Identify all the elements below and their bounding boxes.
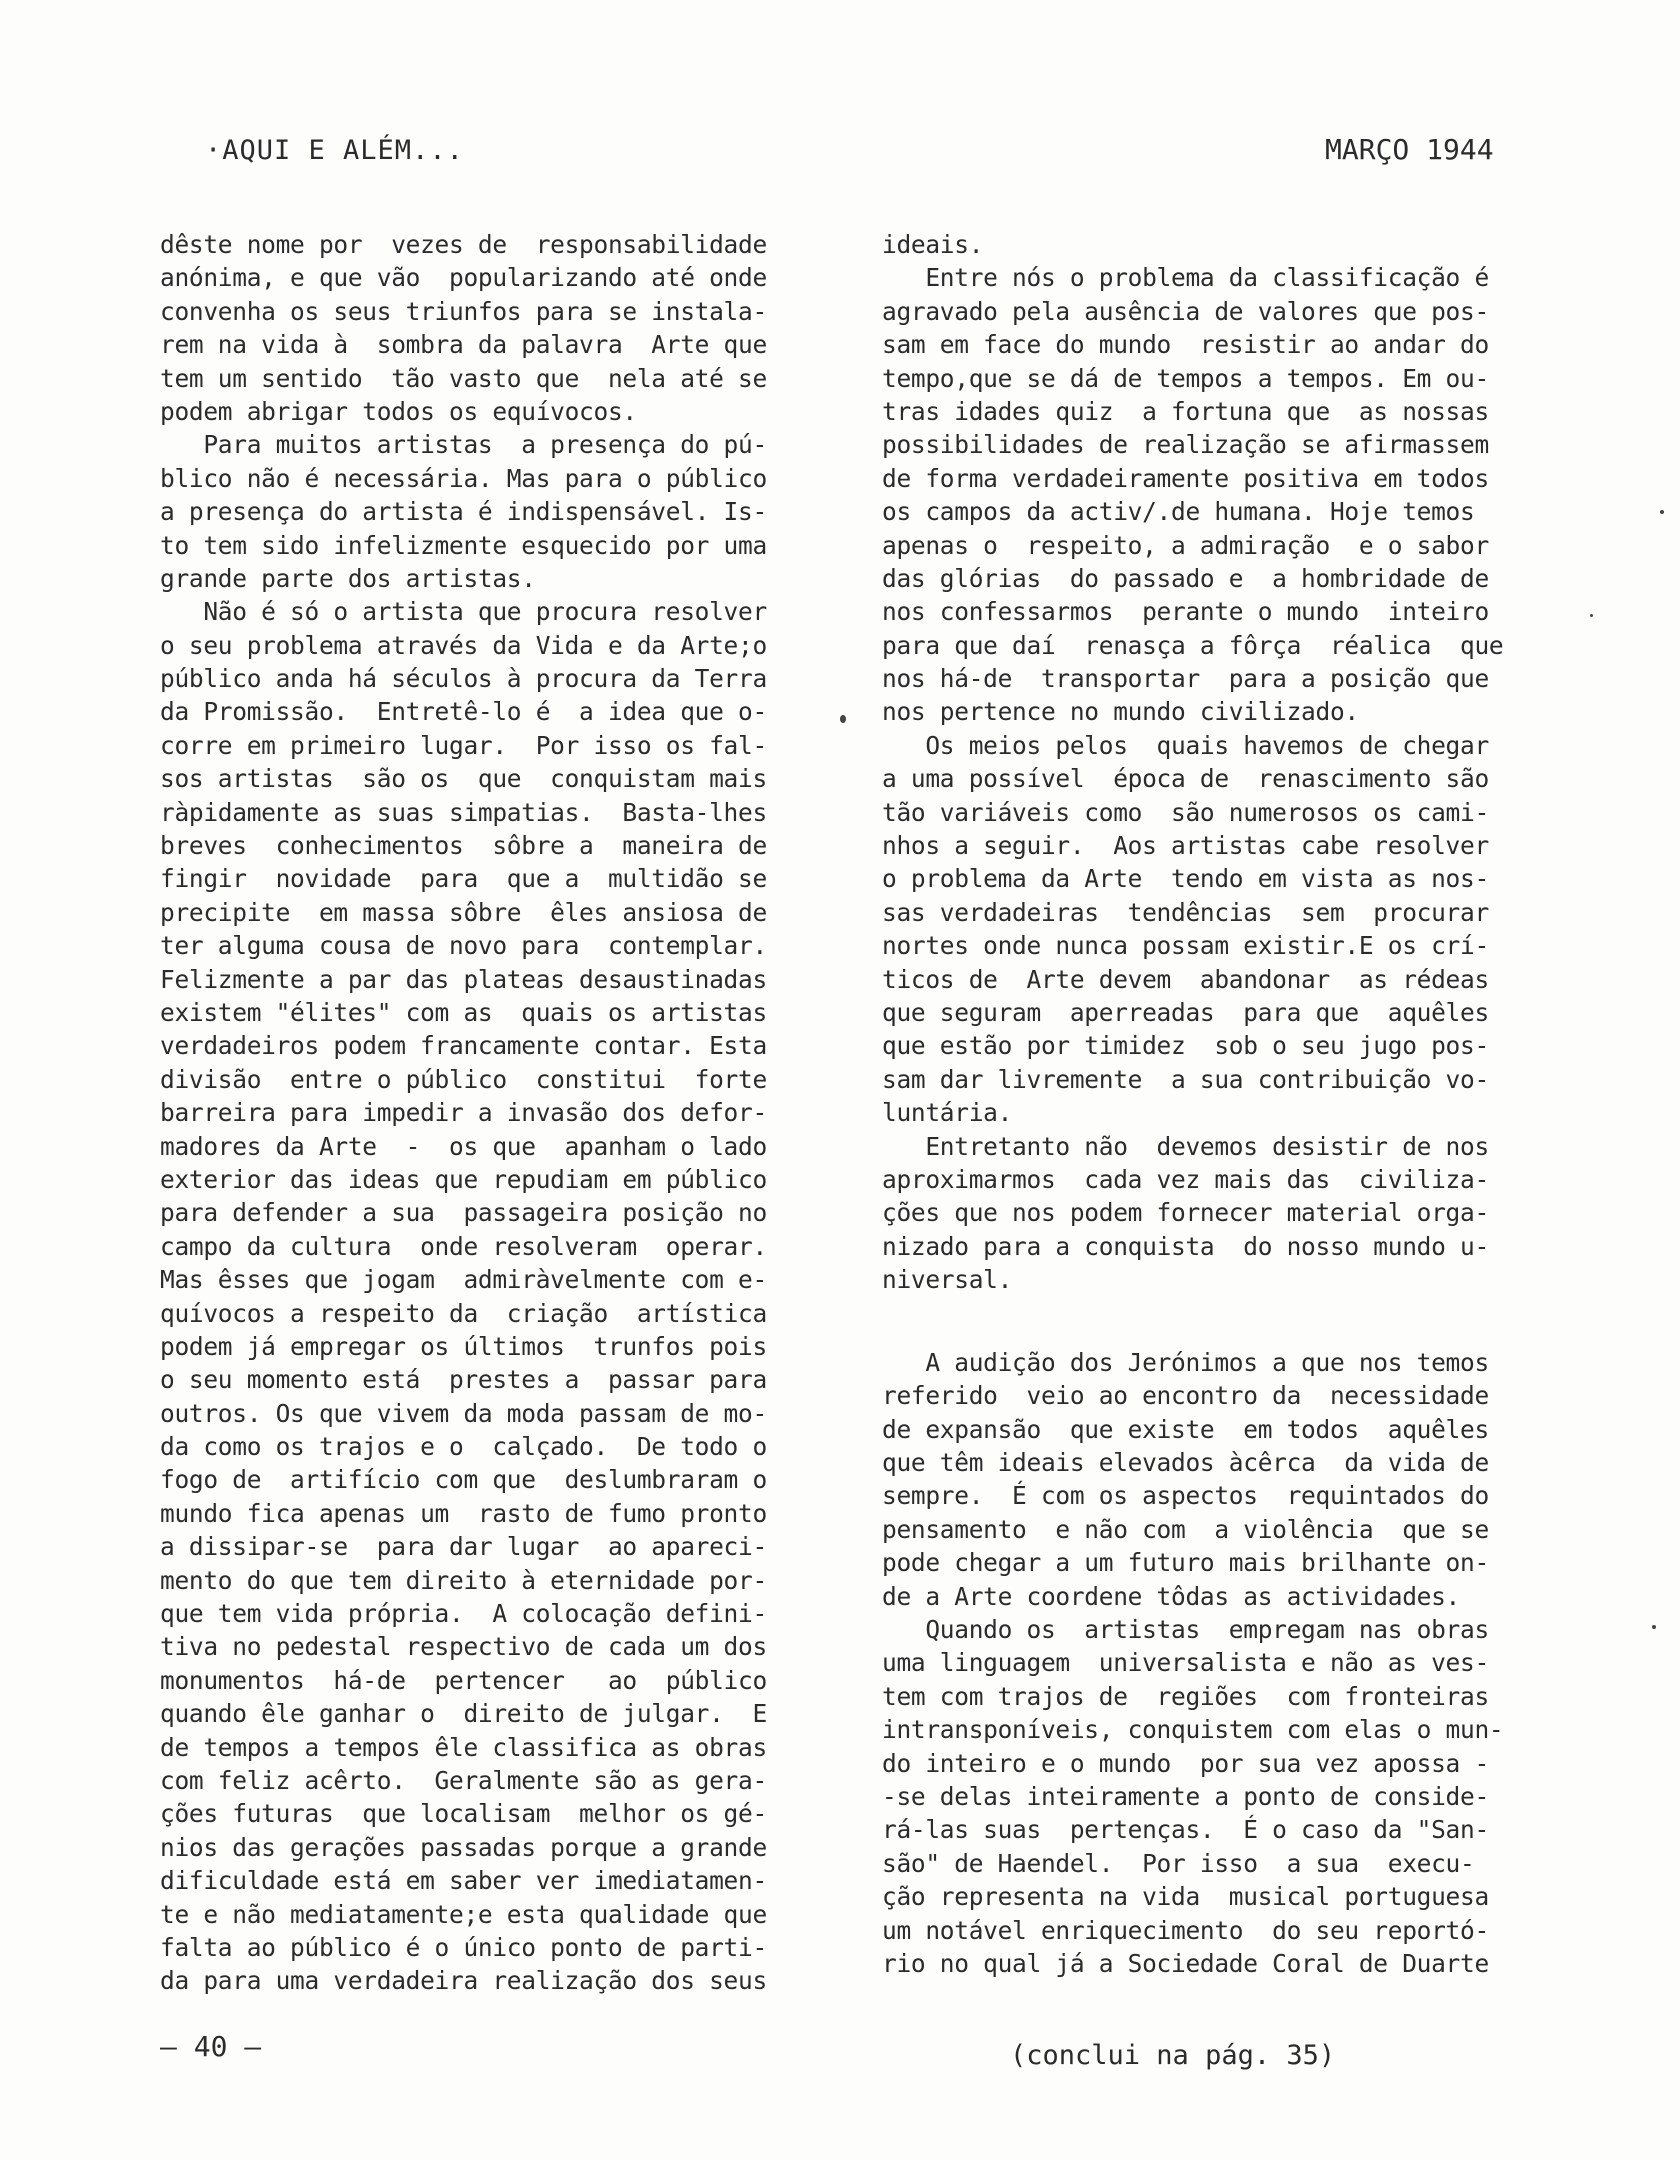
text-line: divisão entre o público constitui forte (160, 1064, 767, 1094)
text-line: falta ao público é o único ponto de parti- (160, 1932, 767, 1962)
text-line: que seguram aperreadas para que aquêles (882, 997, 1489, 1027)
text-line: rá-las suas pertenças. É o caso da "San- (882, 1815, 1489, 1845)
paragraph-gap (882, 1297, 1562, 1330)
text-line: que têm ideais elevados àcêrca da vida de (882, 1448, 1489, 1478)
text-line: o problema da Arte tendo em vista as nos- (882, 864, 1489, 894)
text-line: dificuldade está em saber ver imediatamen- (160, 1866, 767, 1896)
text-line: fogo de artifício com que deslumbraram o (160, 1465, 767, 1495)
text-line: da Promissão. Entretê-lo é a idea que o- (160, 697, 767, 727)
text-line: a dissipar-se para dar lugar ao apareci- (160, 1532, 767, 1562)
text-line: ràpidamente as suas simpatias. Basta-lhes (160, 797, 767, 827)
text-line: nortes onde nunca possam existir.E os crí- (882, 931, 1489, 961)
text-line: são" de Haendel. Por isso a sua execu- (882, 1848, 1475, 1878)
text-line: tiva no pedestal respectivo de cada um dos (160, 1632, 767, 1662)
text-line: a presença do artista é indispensável. Is- (160, 497, 767, 527)
text-line: tem com trajos de regiões com fronteiras (882, 1681, 1489, 1711)
text-line: de expansão que existe em todos aquêles (882, 1414, 1489, 1444)
ink-speck (1590, 614, 1593, 617)
text-line: apenas o respeito, a admiração e o sabor (882, 530, 1489, 560)
page-number: — 40 — (160, 2030, 262, 2063)
text-line: intransponíveis, conquistem com elas o mun- (882, 1715, 1504, 1745)
text-line: ideais. (882, 230, 984, 259)
text-line: breves conhecimentos sôbre a maneira de (160, 831, 767, 861)
text-line: outros. Os que vivem da moda passam de mo- (160, 1398, 767, 1428)
text-line: Entretanto não devemos desistir de nos (882, 1131, 1489, 1161)
ink-speck (840, 715, 846, 723)
text-line: mundo fica apenas um rasto de fumo pronto (160, 1498, 767, 1528)
text-line: rem na vida à sombra da palavra Arte que (160, 330, 767, 360)
paragraph-gap (882, 1330, 1562, 1346)
text-line: nizado para a conquista do nosso mundo u- (882, 1231, 1489, 1261)
text-line: mento do que tem direito à eternidade por- (160, 1565, 767, 1595)
text-line: precipite em massa sôbre êles ansiosa de (160, 897, 767, 927)
text-line: -se delas inteiramente a ponto de conside- (882, 1781, 1489, 1811)
text-line: o seu momento está prestes a passar para (160, 1365, 767, 1395)
text-line: dêste nome por vezes de responsabilidade (160, 230, 767, 259)
text-line: da como os trajos e o calçado. De todo o (160, 1432, 767, 1462)
text-line: barreira para impedir a invasão dos defor- (160, 1098, 767, 1128)
text-line: rio no qual já a Sociedade Coral de Duarte (882, 1948, 1489, 1978)
header-title: ·AQUI E ALÉM... (205, 135, 464, 166)
text-line: uma linguagem universalista e não as ves- (882, 1648, 1489, 1678)
text-line: exterior das ideas que repudiam em público (160, 1164, 767, 1194)
text-line: sas verdadeiras tendências sem procurar (882, 897, 1489, 927)
text-line: podem já empregar os últimos trunfos pois (160, 1331, 767, 1361)
text-line: que estão por timidez sob o seu jugo pos- (882, 1031, 1489, 1061)
text-line: nhos a seguir. Aos artistas cabe resolver (882, 831, 1489, 861)
text-line: luntária. (882, 1098, 1013, 1128)
text-line: podem abrigar todos os equívocos. (160, 396, 637, 426)
text-line: niversal. (882, 1265, 1013, 1295)
text-line: tempo,que se dá de tempos a tempos. Em ou- (882, 363, 1489, 393)
text-line: ções futuras que localisam melhor os gé- (160, 1799, 767, 1829)
text-line: sam dar livremente a sua contribuição vo- (882, 1064, 1489, 1094)
text-line: Para muitos artistas a presença do pú- (160, 430, 767, 460)
continuation-note: (conclui na pág. 35) (1010, 2040, 1336, 2071)
text-line: o seu problema através da Vida e da Arte;o (160, 630, 767, 660)
text-line: anónima, e que vão popularizando até onde (160, 263, 767, 293)
left-column (160, 228, 832, 1998)
text-line: de a Arte coordene tôdas as actividades. (882, 1581, 1461, 1611)
text-line: monumentos há-de pertencer ao público (160, 1665, 767, 1695)
text-line: público anda há séculos à procura da Terra (160, 664, 767, 694)
right-column (882, 228, 1562, 1980)
text-line: campo da cultura onde resolveram operar. (160, 1231, 767, 1261)
text-line: Quando os artistas empregam nas obras (882, 1615, 1489, 1645)
text-line: que tem vida própria. A colocação defini- (160, 1599, 767, 1629)
text-line: verdadeiros podem francamente contar. Esta (160, 1031, 767, 1061)
text-line: nios das gerações passadas porque a grande (160, 1832, 767, 1862)
text-line: fingir novidade para que a multidão se (160, 864, 767, 894)
text-line: um notável enriquecimento do seu reportó- (882, 1915, 1489, 1945)
text-line: ções que nos podem fornecer material orga- (882, 1198, 1489, 1228)
text-line: para defender a sua passageira posição no (160, 1198, 767, 1228)
text-line: sempre. É com os aspectos requintados do (882, 1481, 1489, 1511)
text-line: te e não mediatamente;e esta qualidade que (160, 1899, 767, 1929)
text-line: quívocos a respeito da criação artística (160, 1298, 767, 1328)
text-line: tão variáveis como são numerosos os cami- (882, 797, 1489, 827)
text-line: de forma verdadeiramente positiva em todos (882, 463, 1489, 493)
text-line: da para uma verdadeira realização dos seus (160, 1966, 767, 1996)
text-line: pensamento e não com a violência que se (882, 1514, 1489, 1544)
text-line: agravado pela ausência de valores que pos- (882, 296, 1489, 326)
text-line: a uma possível época de renascimento são (882, 764, 1489, 794)
text-line: Não é só o artista que procura resolver (160, 597, 767, 627)
text-line: madores da Arte - os que apanham o lado (160, 1131, 767, 1161)
text-line: do inteiro e o mundo por sua vez apossa - (882, 1748, 1489, 1778)
text-line: ticos de Arte devem abandonar as rédeas (882, 964, 1489, 994)
text-line: de tempos a tempos êle classifica as obras (160, 1732, 767, 1762)
text-line: quando êle ganhar o direito de julgar. E (160, 1699, 767, 1729)
text-line: nos pertence no mundo civilizado. (882, 697, 1359, 727)
ink-speck (1660, 510, 1664, 514)
text-line: sos artistas são os que conquistam mais (160, 764, 767, 794)
text-line: pode chegar a um futuro mais brilhante on- (882, 1548, 1489, 1578)
text-line: com feliz acêrto. Geralmente são as gera- (160, 1765, 767, 1795)
text-line: nos há-de transportar para a posição que (882, 664, 1489, 694)
ink-speck (1652, 1625, 1656, 1629)
text-line: to tem sido infelizmente esquecido por uma (160, 530, 767, 560)
text-line: sam em face do mundo resistir ao andar do (882, 330, 1489, 360)
text-line: referido veio ao encontro da necessidade (882, 1381, 1489, 1411)
text-line: existem "élites" com as quais os artistas (160, 997, 767, 1027)
text-line: tem um sentido tão vasto que nela até se (160, 363, 767, 393)
text-line: blico não é necessária. Mas para o público (160, 463, 767, 493)
text-line: ção representa na vida musical portuguesa (882, 1882, 1489, 1912)
text-line: ter alguma cousa de novo para contemplar. (160, 931, 767, 961)
text-line: corre em primeiro lugar. Por isso os fal- (160, 730, 767, 760)
text-line: possibilidades de realização se afirmassem (882, 430, 1489, 460)
header-date: MARÇO 1944 (1325, 133, 1494, 166)
text-line: para que daí renasça a fôrça réalica que (882, 630, 1504, 660)
text-line: aproximarmos cada vez mais das civiliza- (882, 1164, 1489, 1194)
text-line: nos confessarmos perante o mundo inteiro (882, 597, 1489, 627)
text-line: convenha os seus triunfos para se instala- (160, 296, 767, 326)
text-line: das glórias do passado e a hombridade de (882, 563, 1489, 593)
text-line: os campos da activ/.de humana. Hoje temos (882, 497, 1475, 527)
text-line: Felizmente a par das plateas desaustinadas (160, 964, 767, 994)
text-line: Mas êsses que jogam admiràvelmente com e- (160, 1265, 767, 1295)
text-line: Entre nós o problema da classificação é (882, 263, 1489, 293)
text-line: A audição dos Jerónimos a que nos temos (882, 1347, 1489, 1377)
text-line: Os meios pelos quais havemos de chegar (882, 730, 1489, 760)
text-line: tras idades quiz a fortuna que as nossas (882, 396, 1489, 426)
text-line: grande parte dos artistas. (160, 563, 536, 593)
